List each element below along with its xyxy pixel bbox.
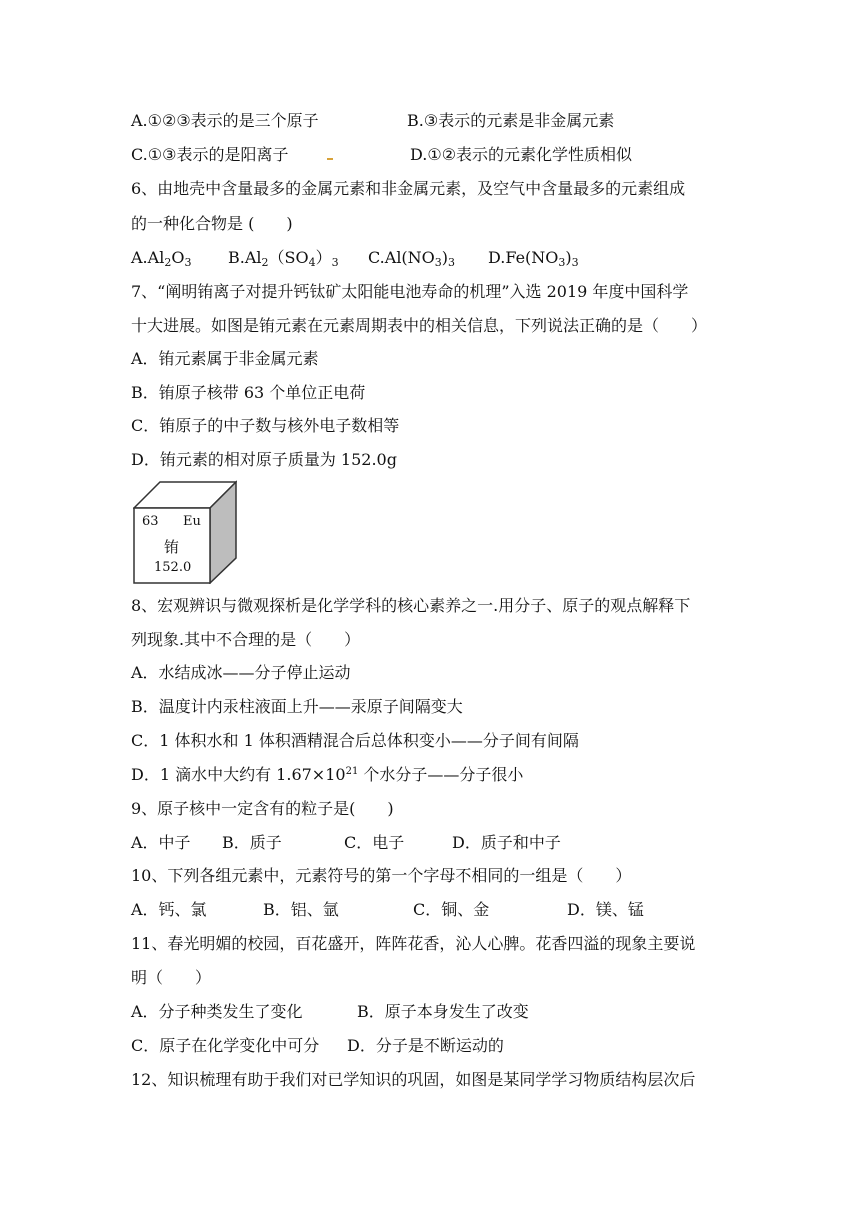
q6-stem-line1: 6、由地壳中含量最多的金属元素和非金属元素，及空气中含量最多的元素组成 xyxy=(131,179,686,198)
q9-option-a: A．中子 xyxy=(131,833,191,852)
q9-option-d: D．质子和中子 xyxy=(452,833,561,852)
element-symbol: Eu xyxy=(183,514,201,529)
q5-option-a: A.①②③表示的是三个原子 xyxy=(131,111,319,130)
atomic-mass: 152.0 xyxy=(154,560,192,575)
q6-option-c: $C.Al(NO_3)_3$ xyxy=(368,248,456,269)
q10-option-b: B．铝、氩 xyxy=(263,900,339,919)
q5-option-d: D.①②表示的元素化学性质相似 xyxy=(410,145,633,164)
element-cube-figure xyxy=(133,480,237,584)
q7-option-d: D．铕元素的相对原子质量为 152.0g xyxy=(131,450,397,469)
q9-option-c: C．电子 xyxy=(344,833,405,852)
q6-stem-line2: 的一种化合物是 ( ) xyxy=(131,214,293,233)
q10-stem: 10、下列各组元素中，元素符号的第一个字母不相同的一组是（ ） xyxy=(131,866,632,885)
q8-option-c: C．1 体积水和 1 体积酒精混合后总体积变小——分子间有间隔 xyxy=(131,731,579,750)
underline-mark xyxy=(327,158,333,160)
q9-stem: 9、原子核中一定含有的粒子是( ) xyxy=(131,799,394,818)
q8-option-a: A．水结成冰——分子停止运动 xyxy=(131,663,351,682)
q7-option-b: B．铕原子核带 63 个单位正电荷 xyxy=(131,383,366,402)
q10-option-c: C．铜、金 xyxy=(413,900,490,919)
q5-option-c: C.①③表示的是阳离子 xyxy=(131,145,289,164)
q6-option-b: $B.Al_2(SO_4)_3$ xyxy=(228,248,339,269)
q10-option-a: A．钙、氯 xyxy=(131,900,207,919)
q8-option-d: D．1 滴水中大约有 $1.67\times 10^{21}$ 个水分子——分子很小 xyxy=(131,765,524,784)
q11-option-a: A．分子种类发生了变化 xyxy=(131,1002,303,1021)
element-name: 铕 xyxy=(164,538,180,556)
q12-stem-line1: 12、知识梳理有助于我们对已学知识的巩固，如图是某同学学习物质结构层次后 xyxy=(131,1070,696,1089)
q7-option-a: A．铕元素属于非金属元素 xyxy=(131,349,319,368)
q8-stem-line1: 8、宏观辨识与微观探析是化学学科的核心素养之一.用分子、原子的观点解释下 xyxy=(131,596,691,615)
q5-option-b: B.③表示的元素是非金属元素 xyxy=(407,111,615,130)
q7-stem-line2: 十大进展。如图是铕元素在元素周期表中的相关信息，下列说法正确的是（ ） xyxy=(131,316,708,335)
q8-option-b: B．温度计内汞柱液面上升——汞原子间隔变大 xyxy=(131,697,463,716)
q11-stem-line2: 明（ ） xyxy=(131,968,212,987)
q9-option-b: B．质子 xyxy=(222,833,282,852)
atomic-number: 63 xyxy=(142,514,159,529)
q8-stem-line2: 列现象.其中不合理的是（ ） xyxy=(131,630,361,649)
q11-option-d: D．分子是不断运动的 xyxy=(347,1036,504,1055)
q11-option-b: B．原子本身发生了改变 xyxy=(357,1002,529,1021)
q10-option-d: D．镁、锰 xyxy=(567,900,644,919)
q6-option-d: $D.Fe(NO_3)_3$ xyxy=(488,248,579,269)
q6-option-a: $A.Al_2O_3$ xyxy=(131,248,192,269)
q11-stem-line1: 11、春光明媚的校园，百花盛开，阵阵花香，沁人心脾。花香四溢的现象主要说 xyxy=(131,934,696,953)
q11-option-c: C．原子在化学变化中可分 xyxy=(131,1036,320,1055)
q7-stem-line1: 7、“阐明铕离子对提升钙钛矿太阳能电池寿命的机理”入选 2019 年度中国科学 xyxy=(131,282,689,301)
q7-option-c: C．铕原子的中子数与核外电子数相等 xyxy=(131,416,400,435)
